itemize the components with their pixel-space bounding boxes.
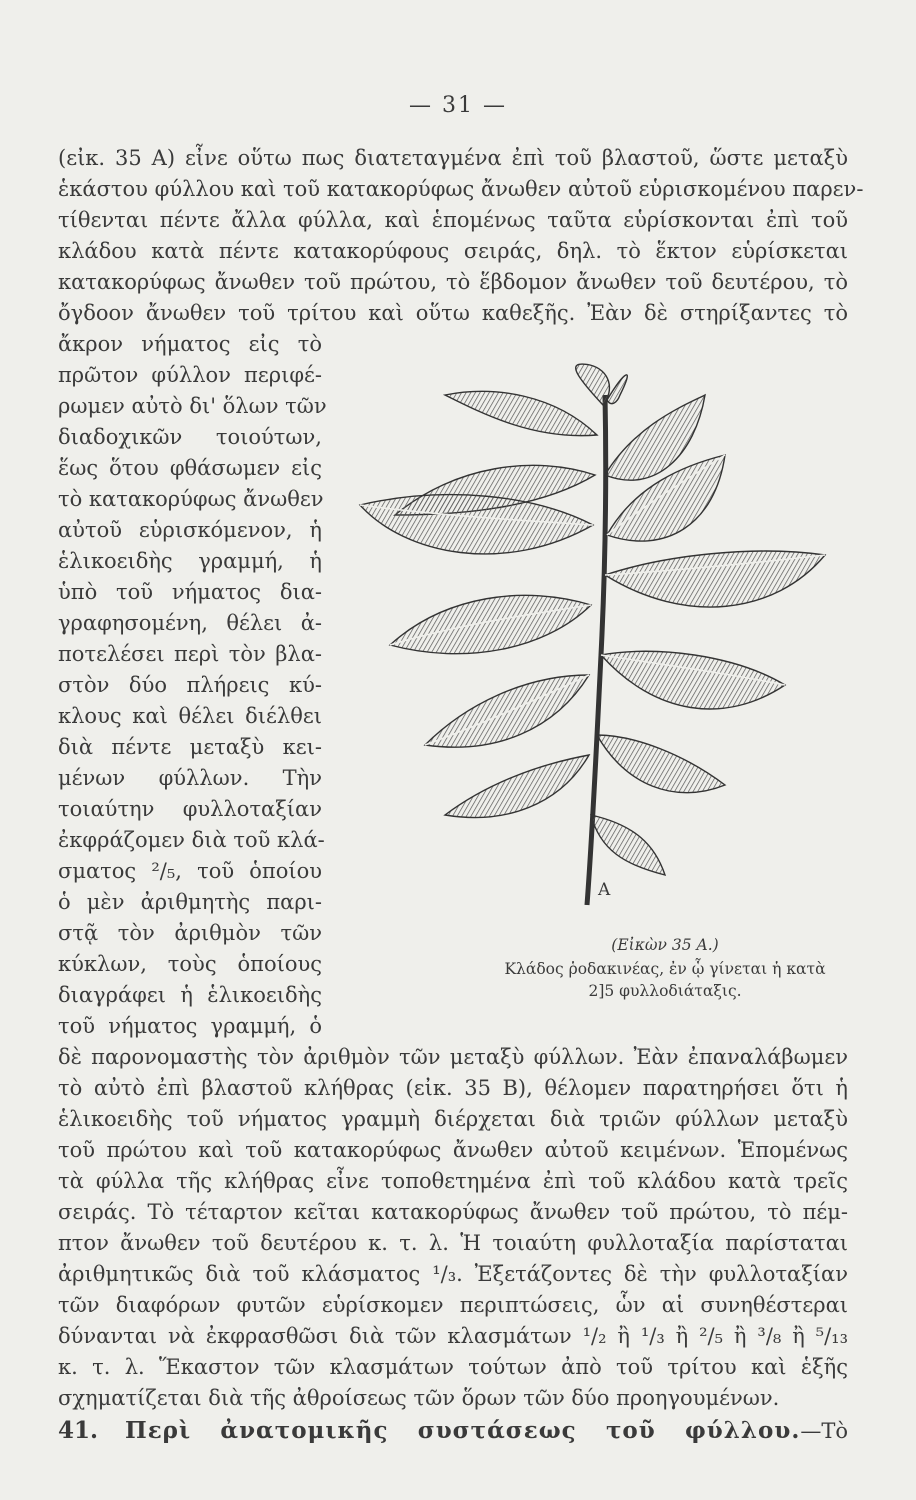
- page-number: — 31 —: [409, 93, 507, 118]
- text-line: ὄγδοον ἄνωθεν τοῦ τρίτου καὶ οὕτω καθεξῆς. Ἐὰν δὲ στηρίξαντες τὸ: [58, 301, 848, 325]
- text-line: ἄκρον νήματος εἰς τὸ: [58, 332, 322, 356]
- figure-caption-label: (Εἰκὼν 35 Α.): [611, 936, 719, 954]
- text-line: δὲ παρονομαστὴς τὸν ἀριθμὸν τῶν μεταξὺ φύλλων. Ἐὰν ἐπαναλάβωμεν: [58, 1045, 848, 1069]
- section-heading: [58, 1416, 848, 1446]
- text-line: κατακορύφως ἄνωθεν τοῦ πρώτου, τὸ ἕβδομον ἄνωθεν τοῦ δευτέρου, τὸ: [58, 270, 848, 294]
- text-line: δύνανται νὰ ἐκφρασθῶσι διὰ τῶν κλασμάτων ¹/₂ ἢ ¹/₃ ἢ ²/₅ ἢ ³/₈ ἢ ⁵/₁₃: [58, 1324, 848, 1348]
- text-line: τίθενται πέντε ἄλλα φύλλα, καὶ ἑπομένως ταῦτα εὑρίσκονται ἐπὶ τοῦ: [58, 208, 848, 232]
- text-line: σχηματίζεται διὰ τῆς ἀθροίσεως τῶν ὅρων τῶν δύο προηγουμένων.: [58, 1386, 780, 1410]
- text-line: κλάδου κατὰ πέντε κατακορύφους σειράς, δηλ. τὸ ἕκτον εὑρίσκεται: [58, 239, 848, 263]
- text-line: διαδοχικῶν τοιούτων,: [58, 425, 322, 449]
- text-line: ὁ μὲν ἀριθμητὴς παρι-: [58, 890, 322, 914]
- text-line: ἀριθμητικῶς διὰ τοῦ κλάσματος ¹/₃. Ἐξετάζοντες δὲ τὴν φυλλοταξίαν: [58, 1262, 848, 1286]
- text-line: αὐτοῦ εὑρισκόμενον, ἡ: [58, 518, 322, 542]
- peach-branch-illustration: [335, 355, 865, 915]
- text-line: κλους καὶ θέλει διέλθει: [58, 704, 322, 728]
- section-number: 41.: [58, 1417, 99, 1444]
- text-line: πρῶτον φύλλον περιφέ-: [58, 363, 322, 387]
- text-line: τὸ κατακορύφως ἄνωθεν: [58, 487, 324, 511]
- text-line: τὸ αὐτὸ ἐπὶ βλαστοῦ κλήθρας (εἰκ. 35 Β), θέλομεν παρατηρήσει ὅτι ἡ: [58, 1076, 848, 1100]
- text-line: ὑπὸ τοῦ νήματος δια-: [58, 580, 322, 604]
- text-line: διαγράφει ἡ ἑλικοειδὴς: [58, 983, 322, 1007]
- text-line: ἕως ὅτου φθάσωμεν εἰς: [58, 456, 322, 480]
- text-line: ἐκφράζομεν διὰ τοῦ κλά-: [58, 828, 325, 852]
- text-line: τοιαύτην φυλλοταξίαν: [58, 797, 322, 821]
- text-line: σματος ²/₅, τοῦ ὁποίου: [58, 859, 322, 883]
- text-line: διὰ πέντε μεταξὺ κει-: [58, 735, 322, 759]
- text-line: ρωμεν αὐτὸ δι' ὅλων τῶν: [58, 394, 327, 418]
- section-continuation: —Τὸ: [800, 1419, 848, 1443]
- text-line: (εἰκ. 35 Α) εἶνε οὕτω πως διατεταγμένα ἐπὶ τοῦ βλαστοῦ, ὥστε μεταξὺ: [58, 146, 848, 170]
- section-title: Περὶ ἀνατομικῆς συστάσεως τοῦ φύλλου.: [124, 1417, 801, 1444]
- text-line: ἑκάστου φύλλου καὶ τοῦ κατακορύφως ἄνωθεν αὐτοῦ εὑρισκομένου παρεν-: [58, 177, 864, 201]
- figure-caption-line: Κλάδος ῥοδακινέας, ἐν ᾧ γίνεται ἡ κατὰ: [504, 960, 826, 978]
- text-line: μένων φύλλων. Τὴν: [58, 766, 322, 790]
- text-line: τοῦ νήματος γραμμή, ὁ: [58, 1014, 322, 1038]
- text-line: τῶν διαφόρων φυτῶν εὑρίσκομεν περιπτώσεις, ὧν αἱ συνηθέστεραι: [58, 1293, 848, 1317]
- figure-marker: A: [598, 880, 611, 900]
- text-line: ποτελέσει περὶ τὸν βλα-: [58, 642, 322, 666]
- text-line: τὰ φύλλα τῆς κλήθρας εἶνε τοποθετημένα ἐπὶ τοῦ κλάδου κατὰ τρεῖς: [58, 1169, 848, 1193]
- text-line: στᾷ τὸν ἀριθμὸν τῶν: [58, 921, 322, 945]
- text-line: γραφησομένη, θέλει ἀ-: [58, 611, 322, 635]
- text-line: τοῦ πρώτου καὶ τοῦ κατακορύφως ἄνωθεν αὐτοῦ κειμένων. Ἑπομένως: [58, 1138, 848, 1162]
- text-line: στὸν δύο πλήρεις κύ-: [58, 673, 322, 697]
- text-line: ἑλικοειδὴς τοῦ νήματος γραμμὴ διέρχεται διὰ τριῶν φύλλων μεταξὺ: [58, 1107, 848, 1131]
- text-line: σειράς. Τὸ τέταρτον κεῖται κατακορύφως ἄνωθεν τοῦ πρώτου, τὸ πέμ-: [58, 1200, 848, 1224]
- text-line: κ. τ. λ. Ἕκαστον τῶν κλασμάτων τούτων ἀπὸ τοῦ τρίτου καὶ ἑξῆς: [58, 1355, 848, 1379]
- text-line: κύκλων, τοὺς ὁποίους: [58, 952, 322, 976]
- text-line: ἑλικοειδὴς γραμμή, ἡ: [58, 549, 322, 573]
- figure-caption-line: 2]5 φυλλοδιάταξις.: [588, 982, 742, 1000]
- text-line: πτον ἄνωθεν τοῦ δευτέρου κ. τ. λ. Ἡ τοιαύτη φυλλοταξία παρίσταται: [58, 1231, 848, 1255]
